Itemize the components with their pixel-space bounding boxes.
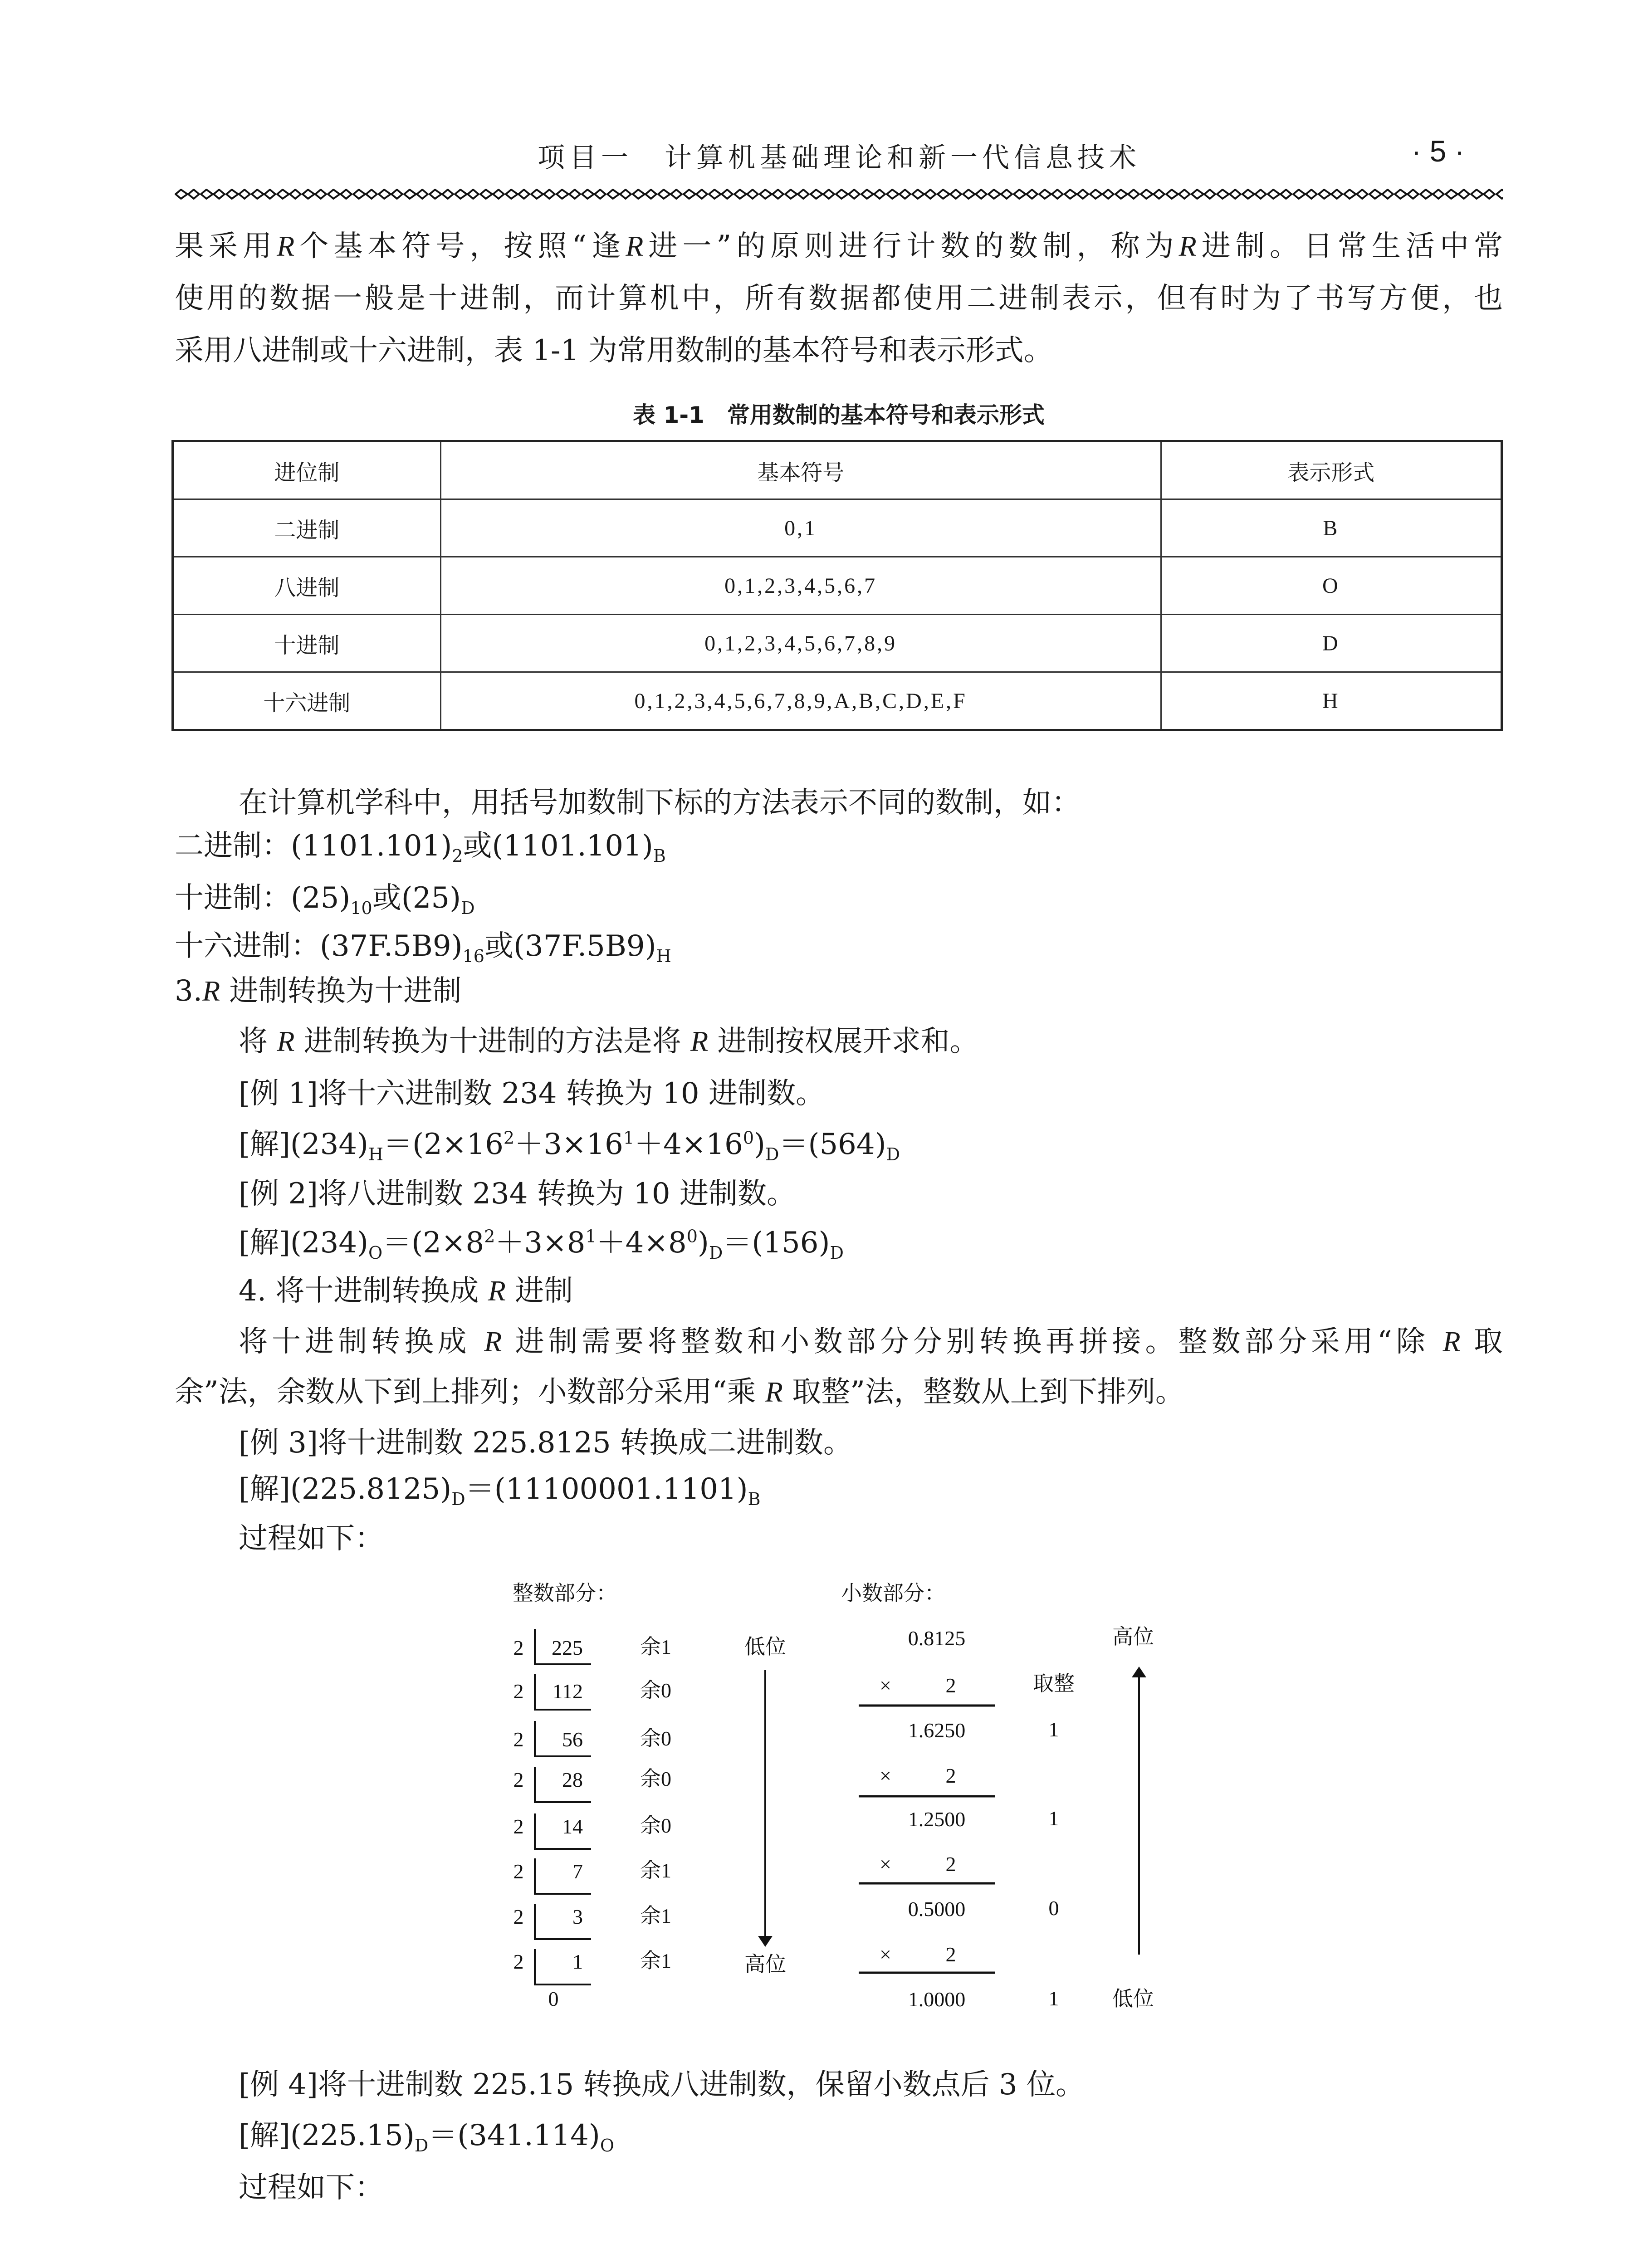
table-header-row <box>173 441 1502 499</box>
dividend: 14 <box>562 1815 583 1838</box>
text-segment: 或(1101.101) <box>463 829 653 863</box>
text-line <box>239 1317 1503 1367</box>
cell-system: 十进制 <box>173 615 441 672</box>
table-row <box>173 557 1502 615</box>
divisor: 2 <box>513 1768 524 1791</box>
text-segment: 采用八进制或十六进制，表 1-1 为常用数制的基本符号和表示形式。 <box>175 334 1053 367</box>
int-low-label: 低位 <box>744 1635 786 1658</box>
text-segment: ＝(341.114) <box>428 2119 600 2152</box>
subscript: D <box>414 2135 429 2156</box>
supscript: 2 <box>484 1226 495 1246</box>
variable-r: R <box>484 1325 502 1358</box>
dividend: 7 <box>572 1860 583 1883</box>
divisor: 2 <box>513 1905 524 1928</box>
text-line <box>239 1464 761 1514</box>
text-segment: 取整”法，整数从上到下排列。 <box>782 1375 1184 1409</box>
remainder: 余1 <box>640 1949 671 1972</box>
fraction-start: 0.8125 <box>908 1627 966 1650</box>
table-caption: 表 1-1 常用数制的基本符号和表示形式 <box>633 402 1045 428</box>
dividend: 225 <box>552 1636 583 1659</box>
supscript: 0 <box>686 1226 698 1246</box>
text-segment: 十六进制：(37F.5B9) <box>175 929 463 963</box>
subscript: 2 <box>452 846 463 866</box>
integer-digit: 0 <box>1048 1897 1059 1920</box>
text-line <box>239 1069 825 1119</box>
text-segment: ＋3×8 <box>495 1226 586 1260</box>
divisor: 2 <box>513 1950 524 1973</box>
variable-r: R <box>277 1025 295 1057</box>
remainder: 余0 <box>640 1767 671 1790</box>
text-segment: [例 3]将十进制数 225.8125 转换成二进制数。 <box>239 1426 853 1460</box>
integer-digit: 1 <box>1048 1718 1059 1741</box>
subscript: B <box>748 1489 761 1509</box>
text-segment: 进制转换为十进制的方法是将 <box>294 1025 691 1058</box>
divisor: 2 <box>513 1860 524 1883</box>
text-segment: [例 2]将八进制数 234 转换为 10 进制数。 <box>239 1177 796 1211</box>
dividend: 112 <box>552 1680 583 1703</box>
text-segment: 将 <box>239 1025 277 1058</box>
text-segment: [解](225.15) <box>239 2119 415 2152</box>
text-segment: ＝(156) <box>723 1226 830 1260</box>
multiply-sign: × <box>880 1674 891 1697</box>
product: 1.6250 <box>908 1719 966 1742</box>
product: 1.2500 <box>908 1808 966 1831</box>
text-segment: 4. 将十进制转换成 <box>239 1274 488 1308</box>
take-integer-label: 取整 <box>1033 1672 1075 1695</box>
text-segment: ＝(2×16 <box>383 1128 504 1161</box>
header-ornament-rule <box>175 189 1503 200</box>
supscript: 1 <box>585 1226 597 1246</box>
text-segment: 余”法，余数从下到上排列；小数部分采用“乘 <box>175 1375 765 1409</box>
multiply-sign: × <box>880 1943 891 1966</box>
text-segment: 进制转换为十进制 <box>220 974 462 1008</box>
text-segment: ＋4×16 <box>634 1128 743 1161</box>
divisor: 2 <box>513 1815 524 1838</box>
table-row <box>173 615 1502 672</box>
multiplier: 2 <box>945 1764 956 1787</box>
text-line <box>175 821 666 871</box>
text-segment: 进一”的原则进行计数的数制，称为 <box>643 230 1179 263</box>
running-header-title: 项目一 计算机基础理论和新一代信息技术 <box>538 142 1141 174</box>
text-segment: 在计算机学科中，用括号加数制下标的方法表示不同的数制，如： <box>239 786 1081 820</box>
subscript: O <box>600 2135 615 2156</box>
fraction-part-title: 小数部分： <box>841 1582 945 1605</box>
multiply-sign: × <box>880 1853 891 1876</box>
text-line <box>239 1218 844 1268</box>
text-segment: [解](225.8125) <box>239 1472 452 1506</box>
variable-r: R <box>1178 230 1197 262</box>
text-segment: ＝(564) <box>779 1128 886 1161</box>
text-segment: ＝(2×8 <box>382 1226 484 1260</box>
cell-notation: B <box>1161 499 1501 557</box>
cell-system: 二进制 <box>173 499 441 557</box>
text-line <box>175 326 1053 376</box>
number-systems-table <box>171 440 1503 731</box>
subscript: 16 <box>462 946 484 966</box>
dividend: 56 <box>562 1728 583 1751</box>
text-segment: 进制按权展开求和。 <box>708 1025 979 1058</box>
cell-symbols: 0,1 <box>440 499 1161 557</box>
text-segment: 二进制：(1101.101) <box>175 829 452 863</box>
subscript: 10 <box>350 898 372 918</box>
frac-high-label: 高位 <box>1112 1625 1154 1648</box>
dividend: 1 <box>572 1950 583 1973</box>
text-segment: 或(25) <box>372 881 461 915</box>
cell-symbols: 0,1,2,3,4,5,6,7,8,9,A,B,C,D,E,F <box>440 672 1161 730</box>
final-quotient: 0 <box>548 1987 559 2010</box>
product: 1.0000 <box>908 1988 966 2011</box>
text-line <box>239 2111 614 2160</box>
text-segment: 过程如下： <box>239 2171 384 2204</box>
cell-notation: O <box>1161 557 1501 615</box>
header-cell: 表示形式 <box>1161 441 1501 499</box>
integer-digit: 1 <box>1048 1987 1059 2010</box>
remainder: 余1 <box>640 1859 671 1882</box>
text-segment: 取 <box>1460 1325 1503 1359</box>
cell-notation: D <box>1161 615 1501 672</box>
text-segment: 果采用 <box>175 230 277 263</box>
variable-r: R <box>277 230 295 262</box>
subscript: H <box>656 946 671 966</box>
multiply-sign: × <box>880 1764 891 1787</box>
integer-digit: 1 <box>1048 1807 1059 1830</box>
supscript: 1 <box>623 1128 635 1148</box>
text-line <box>239 1418 852 1468</box>
subscript: D <box>461 898 475 918</box>
dividend: 28 <box>562 1768 583 1791</box>
dividend: 3 <box>572 1905 583 1928</box>
cell-symbols: 0,1,2,3,4,5,6,7 <box>440 557 1161 615</box>
variable-r: R <box>202 975 220 1007</box>
table-row <box>173 672 1502 730</box>
subscript: B <box>653 846 666 866</box>
text-line <box>175 966 462 1016</box>
text-segment: 进制需要将整数和小数部分分别转换再拼接。整数部分采用“除 <box>502 1325 1443 1359</box>
text-segment: 或(37F.5B9) <box>484 929 656 963</box>
text-line <box>239 1017 979 1066</box>
multiplier: 2 <box>945 1943 956 1966</box>
multiplier: 2 <box>945 1674 956 1697</box>
supscript: 0 <box>743 1128 754 1148</box>
variable-r: R <box>626 230 644 262</box>
divisor: 2 <box>513 1680 524 1703</box>
subscript: O <box>368 1242 383 1263</box>
text-line <box>239 2060 1085 2110</box>
variable-r: R <box>1443 1325 1461 1358</box>
int-high-label: 高位 <box>744 1953 786 1976</box>
remainder: 余0 <box>640 1727 671 1750</box>
text-segment: [例 1]将十六进制数 234 转换为 10 进制数。 <box>239 1077 825 1110</box>
variable-r: R <box>765 1376 783 1408</box>
text-line <box>175 921 671 971</box>
subscript: H <box>368 1144 384 1164</box>
text-segment: ＋3×16 <box>514 1128 623 1161</box>
remainder: 余0 <box>640 1814 671 1837</box>
cell-system: 八进制 <box>173 557 441 615</box>
text-line <box>175 221 1503 271</box>
text-segment: 进制。日常生活中常 <box>1196 230 1503 263</box>
subscript: D <box>765 1144 779 1164</box>
supscript: 2 <box>503 1128 515 1148</box>
text-line <box>239 2163 384 2213</box>
text-segment: 进制 <box>505 1274 573 1308</box>
text-line <box>239 1169 796 1219</box>
cell-symbols: 0,1,2,3,4,5,6,7,8,9 <box>440 615 1161 672</box>
text-line <box>239 1514 384 1564</box>
text-segment: 十进制：(25) <box>175 881 351 915</box>
header-cell: 基本符号 <box>440 441 1161 499</box>
variable-r: R <box>690 1025 709 1057</box>
text-segment: ) <box>697 1226 709 1260</box>
product: 0.5000 <box>908 1897 966 1921</box>
cell-system: 十六进制 <box>173 672 441 730</box>
text-line <box>239 778 1081 828</box>
text-segment: 3. <box>175 974 203 1008</box>
text-line <box>239 1119 900 1169</box>
remainder: 余1 <box>640 1904 671 1927</box>
variable-r: R <box>488 1275 506 1307</box>
text-segment: 将十进制转换成 <box>239 1325 484 1359</box>
subscript: D <box>830 1242 844 1263</box>
text-segment: 使用的数据一般是十进制，而计算机中，所有数据都使用二进制表示，但有时为了书写方便，也 <box>175 282 1503 315</box>
text-segment: 个基本符号，按照“逢 <box>294 230 626 263</box>
header-cell: 进位制 <box>173 441 441 499</box>
divisor: 2 <box>513 1728 524 1751</box>
text-segment: 过程如下： <box>239 1522 384 1555</box>
text-segment: ) <box>754 1128 766 1161</box>
multiplier: 2 <box>945 1853 956 1876</box>
frac-low-label: 低位 <box>1112 1987 1154 2010</box>
text-line <box>175 274 1503 323</box>
text-segment: [解](234) <box>239 1226 369 1260</box>
text-segment: [例 4]将十进制数 225.15 转换成八进制数，保留小数点后 3 位。 <box>239 2068 1085 2102</box>
table-row <box>173 499 1502 557</box>
text-line <box>175 873 475 923</box>
text-line <box>239 1266 573 1316</box>
divisor: 2 <box>513 1636 524 1659</box>
subscript: D <box>709 1242 723 1263</box>
remainder: 余0 <box>640 1679 671 1702</box>
subscript: D <box>886 1144 900 1164</box>
text-line <box>175 1367 1184 1417</box>
text-segment: [解](234) <box>239 1128 369 1161</box>
subscript: D <box>451 1489 465 1509</box>
page-number: · 5 · <box>1411 134 1465 168</box>
text-segment: ＝(11100001.1101) <box>465 1472 748 1506</box>
cell-notation: H <box>1161 672 1501 730</box>
conversion-process-diagram <box>476 1565 1202 2019</box>
remainder: 余1 <box>640 1635 671 1658</box>
integer-part-title: 整数部分： <box>513 1582 617 1605</box>
text-segment: ＋4×8 <box>596 1226 687 1260</box>
